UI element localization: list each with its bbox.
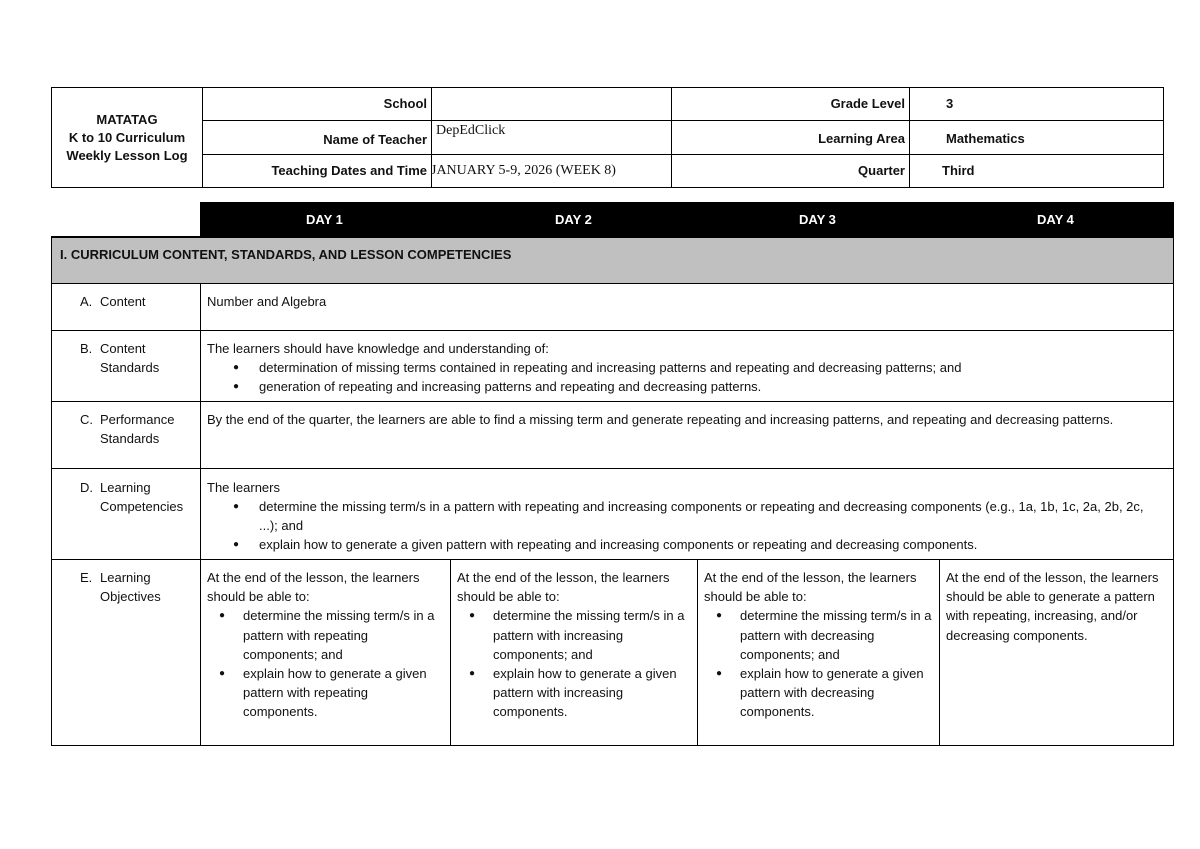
teacher-label: Name of Teacher	[323, 132, 427, 147]
quarter-label: Quarter	[858, 163, 905, 178]
bullet-list	[207, 497, 1157, 554]
row-label-content-standards	[80, 339, 159, 377]
day-3-objectives	[704, 568, 932, 722]
day-header-row	[200, 202, 1174, 236]
section-heading: I. CURRICULUM CONTENT, STANDARDS, AND LESSON COMPETENCIES	[51, 236, 1174, 284]
school-value	[432, 88, 671, 120]
bullet-list	[207, 358, 1167, 396]
document-title	[52, 88, 202, 187]
divider	[51, 401, 1174, 402]
divider	[51, 284, 52, 746]
divider	[200, 284, 201, 746]
divider	[1173, 284, 1174, 746]
list-item: ● determine the missing term/s in a pattern with repeating and increasing components or repeating and decreasing components (e.g., 1a, 1b, 1c, 2a, 2b, 2c, ...); and	[207, 497, 1157, 535]
divider	[51, 745, 1174, 746]
list-item: ● explain how to generate a given pattern with repeating and increasing components or repeating and decreasing components.	[207, 535, 1157, 554]
row-label-text: Content	[100, 341, 146, 356]
divider	[450, 560, 451, 746]
competencies-text	[207, 478, 1157, 554]
intro-text: At the end of the lesson, the learners should be able to:	[457, 570, 670, 605]
day-3-header: DAY 3	[799, 212, 836, 227]
divider	[51, 330, 1174, 331]
row-index: C.	[80, 412, 93, 427]
row-label-content	[80, 292, 146, 311]
bullet-list	[457, 606, 689, 721]
intro-text: At the end of the lesson, the learners should be able to:	[704, 570, 917, 605]
divider	[51, 468, 1174, 469]
list-item: ● determine the missing term/s in a pattern with repeating components; and	[207, 606, 439, 664]
day-1-objectives	[207, 568, 439, 722]
row-label-text: Content	[100, 294, 146, 309]
row-index: E.	[80, 570, 93, 585]
title-line: K to 10 Curriculum	[68, 129, 186, 145]
grade-value: 3	[946, 96, 954, 111]
row-index: B.	[80, 341, 93, 356]
list-item: ● generation of repeating and increasing patterns and repeating and decreasing patterns.	[207, 377, 1167, 396]
row-label-text: Objectives	[100, 589, 161, 604]
intro-text: At the end of the lesson, the learners should be able to:	[207, 570, 420, 605]
list-item: ● explain how to generate a given pattern with repeating components.	[207, 664, 439, 722]
row-label-text: Performance	[100, 412, 175, 427]
day-1-header: DAY 1	[306, 212, 343, 227]
day-2-objectives	[457, 568, 689, 722]
intro-text: At the end of the lesson, the learners should be able to generate a pattern with repeating, increasing, and/or decreasing components.	[946, 570, 1159, 643]
quarter-value: Third	[942, 163, 975, 178]
row-label-text: Standards	[100, 431, 160, 446]
intro-text: The learners should have knowledge and understanding of:	[207, 341, 549, 356]
row-label-text: Standards	[100, 360, 160, 375]
list-item: ● determine the missing term/s in a pattern with decreasing components; and	[704, 606, 932, 664]
bullet-list	[704, 606, 932, 721]
teacher-value: DepEdClick	[436, 123, 506, 138]
content-standards-text	[207, 339, 1167, 396]
row-index: A.	[80, 294, 93, 309]
lesson-log-header	[51, 87, 1164, 188]
divider	[51, 559, 1174, 560]
list-item: ● determine the missing term/s in a pattern with increasing components; and	[457, 606, 689, 664]
performance-standards-text: By the end of the quarter, the learners are able to find a missing term and generate repeating and increasing patterns, and repeating and decreasing patterns.	[207, 412, 1114, 427]
list-item: ● explain how to generate a given pattern with decreasing components.	[704, 664, 932, 722]
row-label-text: Competencies	[100, 499, 184, 514]
dates-label: Teaching Dates and Time	[271, 163, 427, 178]
area-label: Learning Area	[818, 131, 905, 146]
row-label-performance-standards	[80, 410, 174, 448]
bullet-list	[207, 606, 439, 721]
divider	[939, 560, 940, 746]
title-line: MATATAG	[96, 111, 158, 127]
intro-text: The learners	[207, 480, 280, 495]
divider	[697, 560, 698, 746]
row-label-objectives	[80, 568, 161, 606]
row-index: D.	[80, 480, 93, 495]
day-2-header: DAY 2	[555, 212, 592, 227]
school-label: School	[383, 96, 427, 111]
content-text: Number and Algebra	[207, 294, 327, 309]
day-4-header: DAY 4	[1037, 212, 1074, 227]
list-item: ● explain how to generate a given pattern with increasing components.	[457, 664, 689, 722]
row-label-competencies	[80, 478, 183, 516]
area-value: Mathematics	[946, 131, 1025, 146]
grade-label: Grade Level	[830, 96, 905, 111]
row-label-text: Learning	[100, 570, 151, 585]
lesson-log-table	[51, 202, 1174, 746]
row-label-text: Learning	[100, 480, 151, 495]
list-item: ● determination of missing terms contained in repeating and increasing patterns and repeating and decreasing patterns; and	[207, 358, 1167, 377]
day-4-objectives	[946, 568, 1166, 645]
title-line: Weekly Lesson Log	[66, 147, 188, 163]
dates-value: JANUARY 5-9, 2026 (WEEK 8)	[431, 163, 616, 178]
